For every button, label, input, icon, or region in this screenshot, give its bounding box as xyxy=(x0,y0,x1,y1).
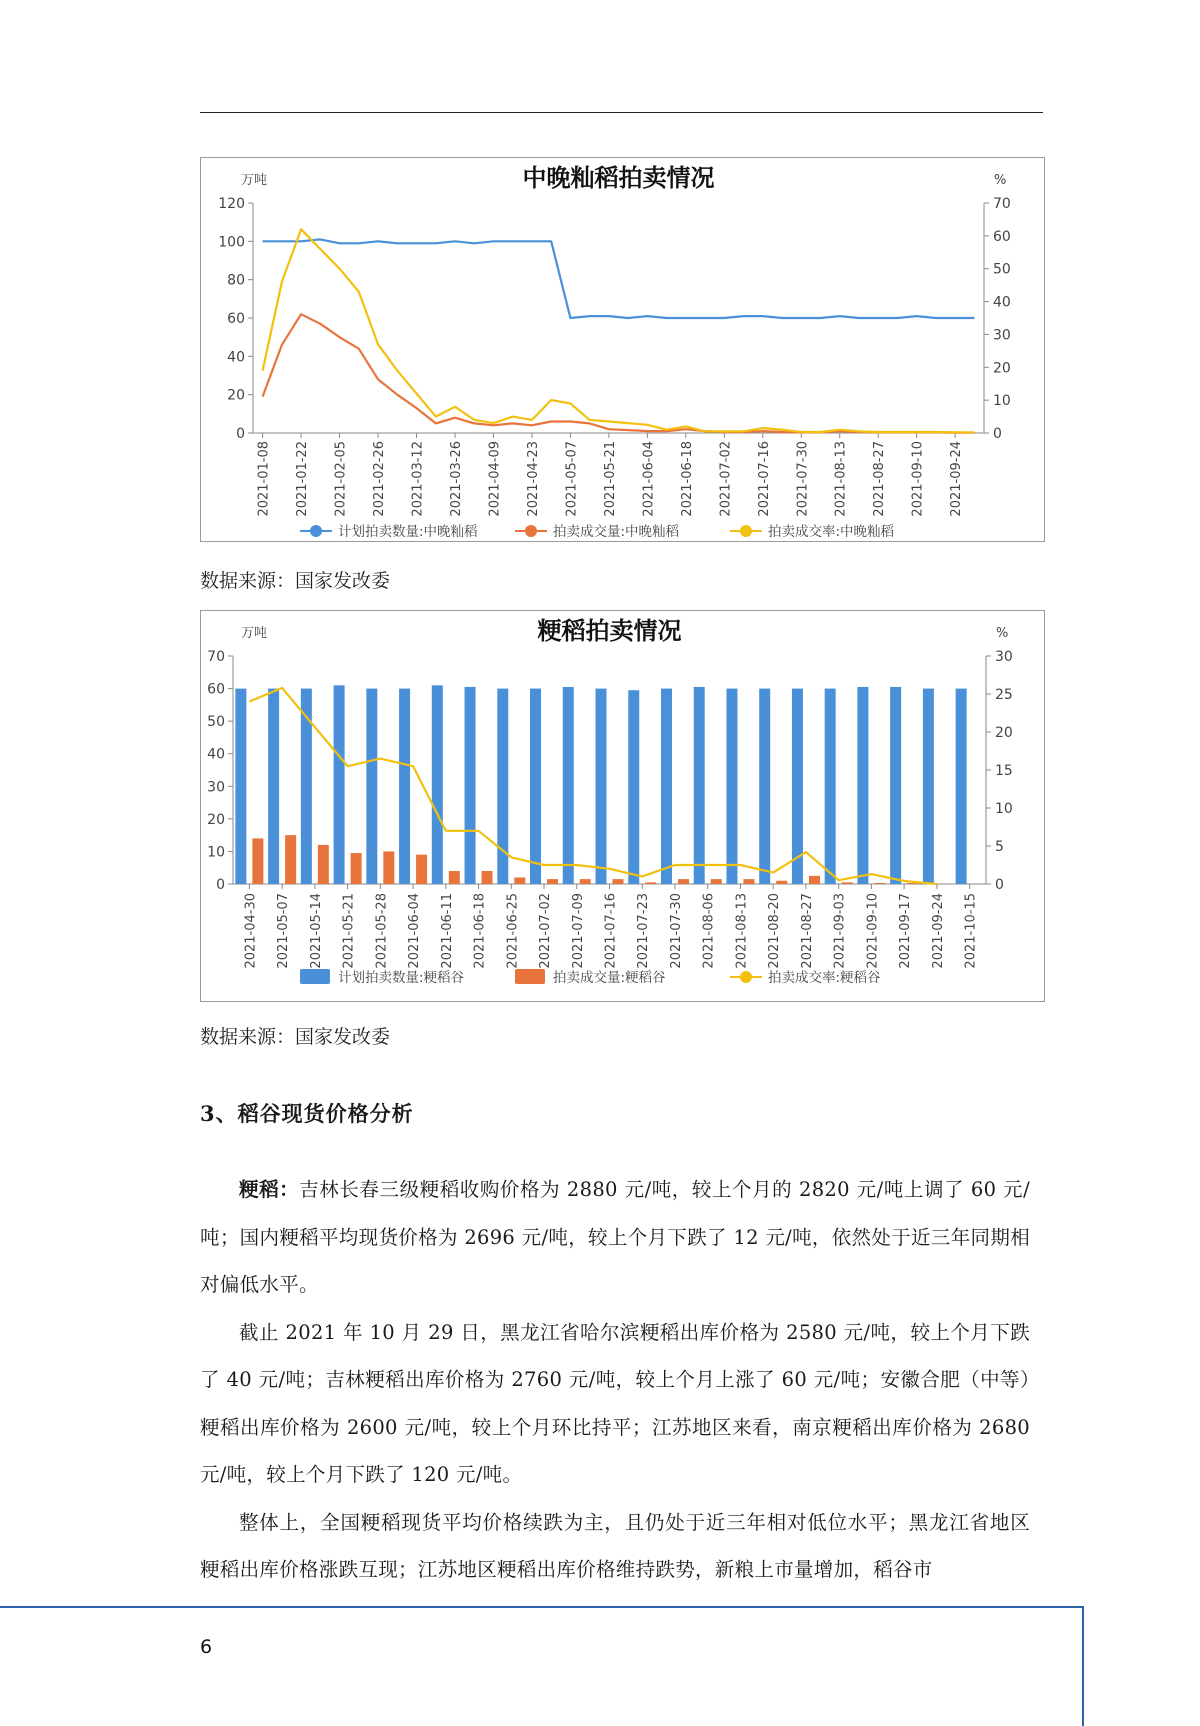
x-tick-label: 2021-07-30 xyxy=(795,441,811,517)
x-tick-label: 2021-09-10 xyxy=(910,441,926,517)
footer-frame xyxy=(0,1606,1084,1726)
legend-marker xyxy=(525,525,537,537)
legend-label: 拍卖成交量:中晚籼稻 xyxy=(553,524,680,540)
bar-1 xyxy=(235,689,246,884)
legend-label: 拍卖成交率:粳稻谷 xyxy=(768,970,881,986)
bar-2 xyxy=(678,879,689,884)
bar-1 xyxy=(759,689,770,884)
series-line-1 xyxy=(263,239,975,318)
bar-2 xyxy=(776,881,787,884)
left-tick-label: 120 xyxy=(218,196,245,212)
bar-2 xyxy=(383,851,394,884)
paragraph-1-lead: 粳稻： xyxy=(239,1178,300,1201)
bar-2 xyxy=(874,883,885,884)
right-tick-label: 10 xyxy=(993,393,1011,410)
left-tick-label: 0 xyxy=(236,426,245,442)
bar-1 xyxy=(399,689,410,884)
chart2-source: 数据来源：国家发改委 xyxy=(200,1026,391,1048)
header-rule xyxy=(200,112,1043,113)
right-tick-label: 40 xyxy=(993,294,1011,311)
left-tick-label: 30 xyxy=(207,779,225,796)
bar-1 xyxy=(890,687,901,884)
left-tick-label: 0 xyxy=(216,877,225,893)
x-tick-label: 2021-07-16 xyxy=(756,441,772,517)
japonica-auction-chart-svg xyxy=(201,611,1044,1001)
legend-marker xyxy=(740,525,752,537)
x-tick-label: 2021-07-23 xyxy=(636,893,652,969)
x-tick-label: 2021-02-05 xyxy=(333,441,349,517)
bar-2 xyxy=(580,879,591,884)
right-tick-label: 60 xyxy=(993,228,1011,245)
bar-1 xyxy=(726,689,737,884)
bar-2 xyxy=(482,871,493,884)
body-text xyxy=(200,1166,1030,1594)
japonica-auction-chart xyxy=(200,610,1045,1002)
right-tick-label: 30 xyxy=(993,327,1011,344)
legend-marker xyxy=(740,971,752,983)
x-tick-label: 2021-05-07 xyxy=(276,893,292,969)
x-tick-label: 2021-04-23 xyxy=(525,441,541,517)
x-tick-label: 2021-09-24 xyxy=(930,893,946,969)
bar-2 xyxy=(285,835,296,884)
bar-2 xyxy=(449,871,460,884)
left-tick-label: 80 xyxy=(227,272,245,289)
x-tick-label: 2021-07-02 xyxy=(718,441,734,517)
x-tick-label: 2021-08-27 xyxy=(799,893,815,969)
left-tick-label: 40 xyxy=(227,349,245,366)
x-tick-label: 2021-01-08 xyxy=(256,441,272,517)
bar-1 xyxy=(366,689,377,884)
right-tick-label: 15 xyxy=(995,763,1013,779)
bar-2 xyxy=(416,855,427,884)
legend-label: 计划拍卖数量:中晚籼稻 xyxy=(338,524,478,540)
legend-label: 计划拍卖数量:粳稻谷 xyxy=(338,970,465,986)
right-tick-label: 5 xyxy=(995,839,1004,855)
left-tick-label: 60 xyxy=(227,311,245,327)
right-tick-label: 20 xyxy=(993,360,1011,377)
paragraph-1-body: 吉林长春三级粳稻收购价格为 2880 元/吨，较上个月的 2820 元/吨上调了 60 元/吨；国内粳稻平均现货价格为 2696 元/吨，较上个月下跌了 12 元/吨，依然处于近三年同期相对偏低水平。 xyxy=(200,1178,1030,1296)
x-tick-label: 2021-09-17 xyxy=(898,893,914,969)
x-tick-label: 2021-05-14 xyxy=(308,893,324,969)
x-tick-label: 2021-04-30 xyxy=(243,893,259,969)
legend-swatch xyxy=(300,969,330,984)
right-tick-label: 50 xyxy=(993,261,1011,278)
bar-1 xyxy=(596,689,607,884)
x-tick-label: 2021-03-26 xyxy=(448,441,464,517)
bar-1 xyxy=(465,687,476,884)
right-axis-unit: % xyxy=(994,173,1007,188)
x-tick-label: 2021-05-07 xyxy=(564,441,580,517)
bar-1 xyxy=(563,687,574,884)
left-tick-label: 100 xyxy=(218,234,245,251)
x-tick-label: 2021-08-06 xyxy=(701,893,717,969)
x-tick-label: 2021-08-27 xyxy=(872,441,888,517)
bar-2 xyxy=(318,845,329,884)
left-axis-unit: 万吨 xyxy=(241,626,268,641)
section-heading: 3、稻谷现货价格分析 xyxy=(200,1101,414,1126)
left-tick-label: 10 xyxy=(207,844,225,861)
x-tick-label: 2021-06-25 xyxy=(505,893,521,969)
legend-marker xyxy=(310,525,322,537)
x-tick-label: 2021-05-28 xyxy=(374,893,390,969)
x-tick-label: 2021-07-09 xyxy=(570,893,586,969)
x-tick-label: 2021-03-12 xyxy=(410,441,426,517)
indica-auction-chart xyxy=(200,157,1045,542)
left-tick-label: 20 xyxy=(207,811,225,828)
left-tick-label: 70 xyxy=(207,649,225,665)
left-tick-label: 60 xyxy=(207,681,225,698)
bar-1 xyxy=(628,690,639,884)
x-tick-label: 2021-05-21 xyxy=(341,893,357,969)
x-tick-label: 2021-05-21 xyxy=(602,441,618,517)
left-axis-unit: 万吨 xyxy=(241,173,268,188)
legend-label: 拍卖成交量:粳稻谷 xyxy=(553,970,666,986)
indica-auction-chart-svg xyxy=(201,158,1044,541)
bar-1 xyxy=(825,689,836,884)
chart-title: 粳稻拍卖情况 xyxy=(537,617,682,645)
series-line-3 xyxy=(263,229,975,432)
bar-1 xyxy=(694,687,705,884)
x-tick-label: 2021-06-11 xyxy=(439,893,455,969)
x-tick-label: 2021-01-22 xyxy=(295,441,311,517)
bar-2 xyxy=(351,853,362,884)
x-tick-label: 2021-07-02 xyxy=(538,893,554,969)
left-tick-label: 40 xyxy=(207,746,225,763)
x-tick-label: 2021-02-26 xyxy=(372,441,388,517)
paragraph-2: 截止 2021 年 10 月 29 日，黑龙江省哈尔滨粳稻出库价格为 2580 元/吨，较上个月下跌了 40 元/吨；吉林粳稻出库价格为 2760 元/吨，较上个月上涨了 60 元/吨；安徽合肥（中等）粳稻出库价格为 2600 元/吨，较上个月环比持平；江苏地区来看，南京粳稻出库价格为 2680 元/吨，较上个月下跌了 120 元/吨。 xyxy=(200,1320,1030,1486)
bar-1 xyxy=(857,687,868,884)
paragraph-1 xyxy=(200,1166,1030,1309)
x-tick-label: 2021-08-13 xyxy=(734,893,750,969)
series-line-2 xyxy=(263,314,975,432)
bar-1 xyxy=(334,685,345,884)
x-tick-label: 2021-09-03 xyxy=(832,893,848,969)
x-tick-label: 2021-06-04 xyxy=(407,893,423,969)
chart-title: 中晚籼稻拍卖情况 xyxy=(522,164,715,192)
bar-1 xyxy=(530,689,541,884)
x-tick-label: 2021-07-30 xyxy=(668,893,684,969)
bar-2 xyxy=(711,879,722,884)
bar-2 xyxy=(645,882,656,884)
right-tick-label: 0 xyxy=(995,877,1004,893)
bar-1 xyxy=(923,689,934,884)
right-tick-label: 10 xyxy=(995,801,1013,817)
x-tick-label: 2021-06-18 xyxy=(679,441,695,517)
bar-2 xyxy=(842,882,853,884)
x-tick-label: 2021-08-20 xyxy=(767,893,783,969)
bar-2 xyxy=(547,879,558,884)
x-tick-label: 2021-06-04 xyxy=(641,440,657,517)
bar-1 xyxy=(661,689,672,884)
right-tick-label: 25 xyxy=(995,687,1013,703)
right-axis-unit: % xyxy=(996,626,1009,641)
x-tick-label: 2021-10-15 xyxy=(963,893,979,969)
bar-2 xyxy=(252,838,263,884)
paragraph-3: 整体上，全国粳稻现货平均价格续跌为主，且仍处于近三年相对低位水平；黑龙江省地区粳稻出库价格涨跌互现；江苏地区粳稻出库价格维持跌势，新粮上市量增加，稻谷市 xyxy=(200,1510,1030,1581)
bar-1 xyxy=(956,689,967,884)
bar-2 xyxy=(613,879,624,884)
bar-2 xyxy=(514,877,525,884)
x-tick-label: 2021-06-18 xyxy=(472,893,488,969)
page-number: 6 xyxy=(200,1636,213,1658)
right-tick-label: 0 xyxy=(993,426,1002,442)
x-tick-label: 2021-08-13 xyxy=(833,441,849,517)
right-tick-label: 70 xyxy=(993,196,1011,212)
bar-2 xyxy=(743,879,754,884)
chart1-source: 数据来源：国家发改委 xyxy=(200,570,391,592)
bar-1 xyxy=(268,689,279,884)
right-tick-label: 20 xyxy=(995,725,1013,741)
x-tick-label: 2021-09-24 xyxy=(949,441,965,517)
bar-1 xyxy=(432,685,443,884)
x-tick-label: 2021-07-16 xyxy=(603,893,619,969)
right-tick-label: 30 xyxy=(995,649,1013,665)
x-tick-label: 2021-04-09 xyxy=(487,441,503,517)
left-tick-label: 50 xyxy=(207,714,225,731)
left-tick-label: 20 xyxy=(227,387,245,404)
bar-2 xyxy=(809,876,820,884)
legend-label: 拍卖成交率:中晚籼稻 xyxy=(768,524,895,540)
x-tick-label: 2021-09-10 xyxy=(865,893,881,969)
legend-swatch xyxy=(515,969,545,984)
